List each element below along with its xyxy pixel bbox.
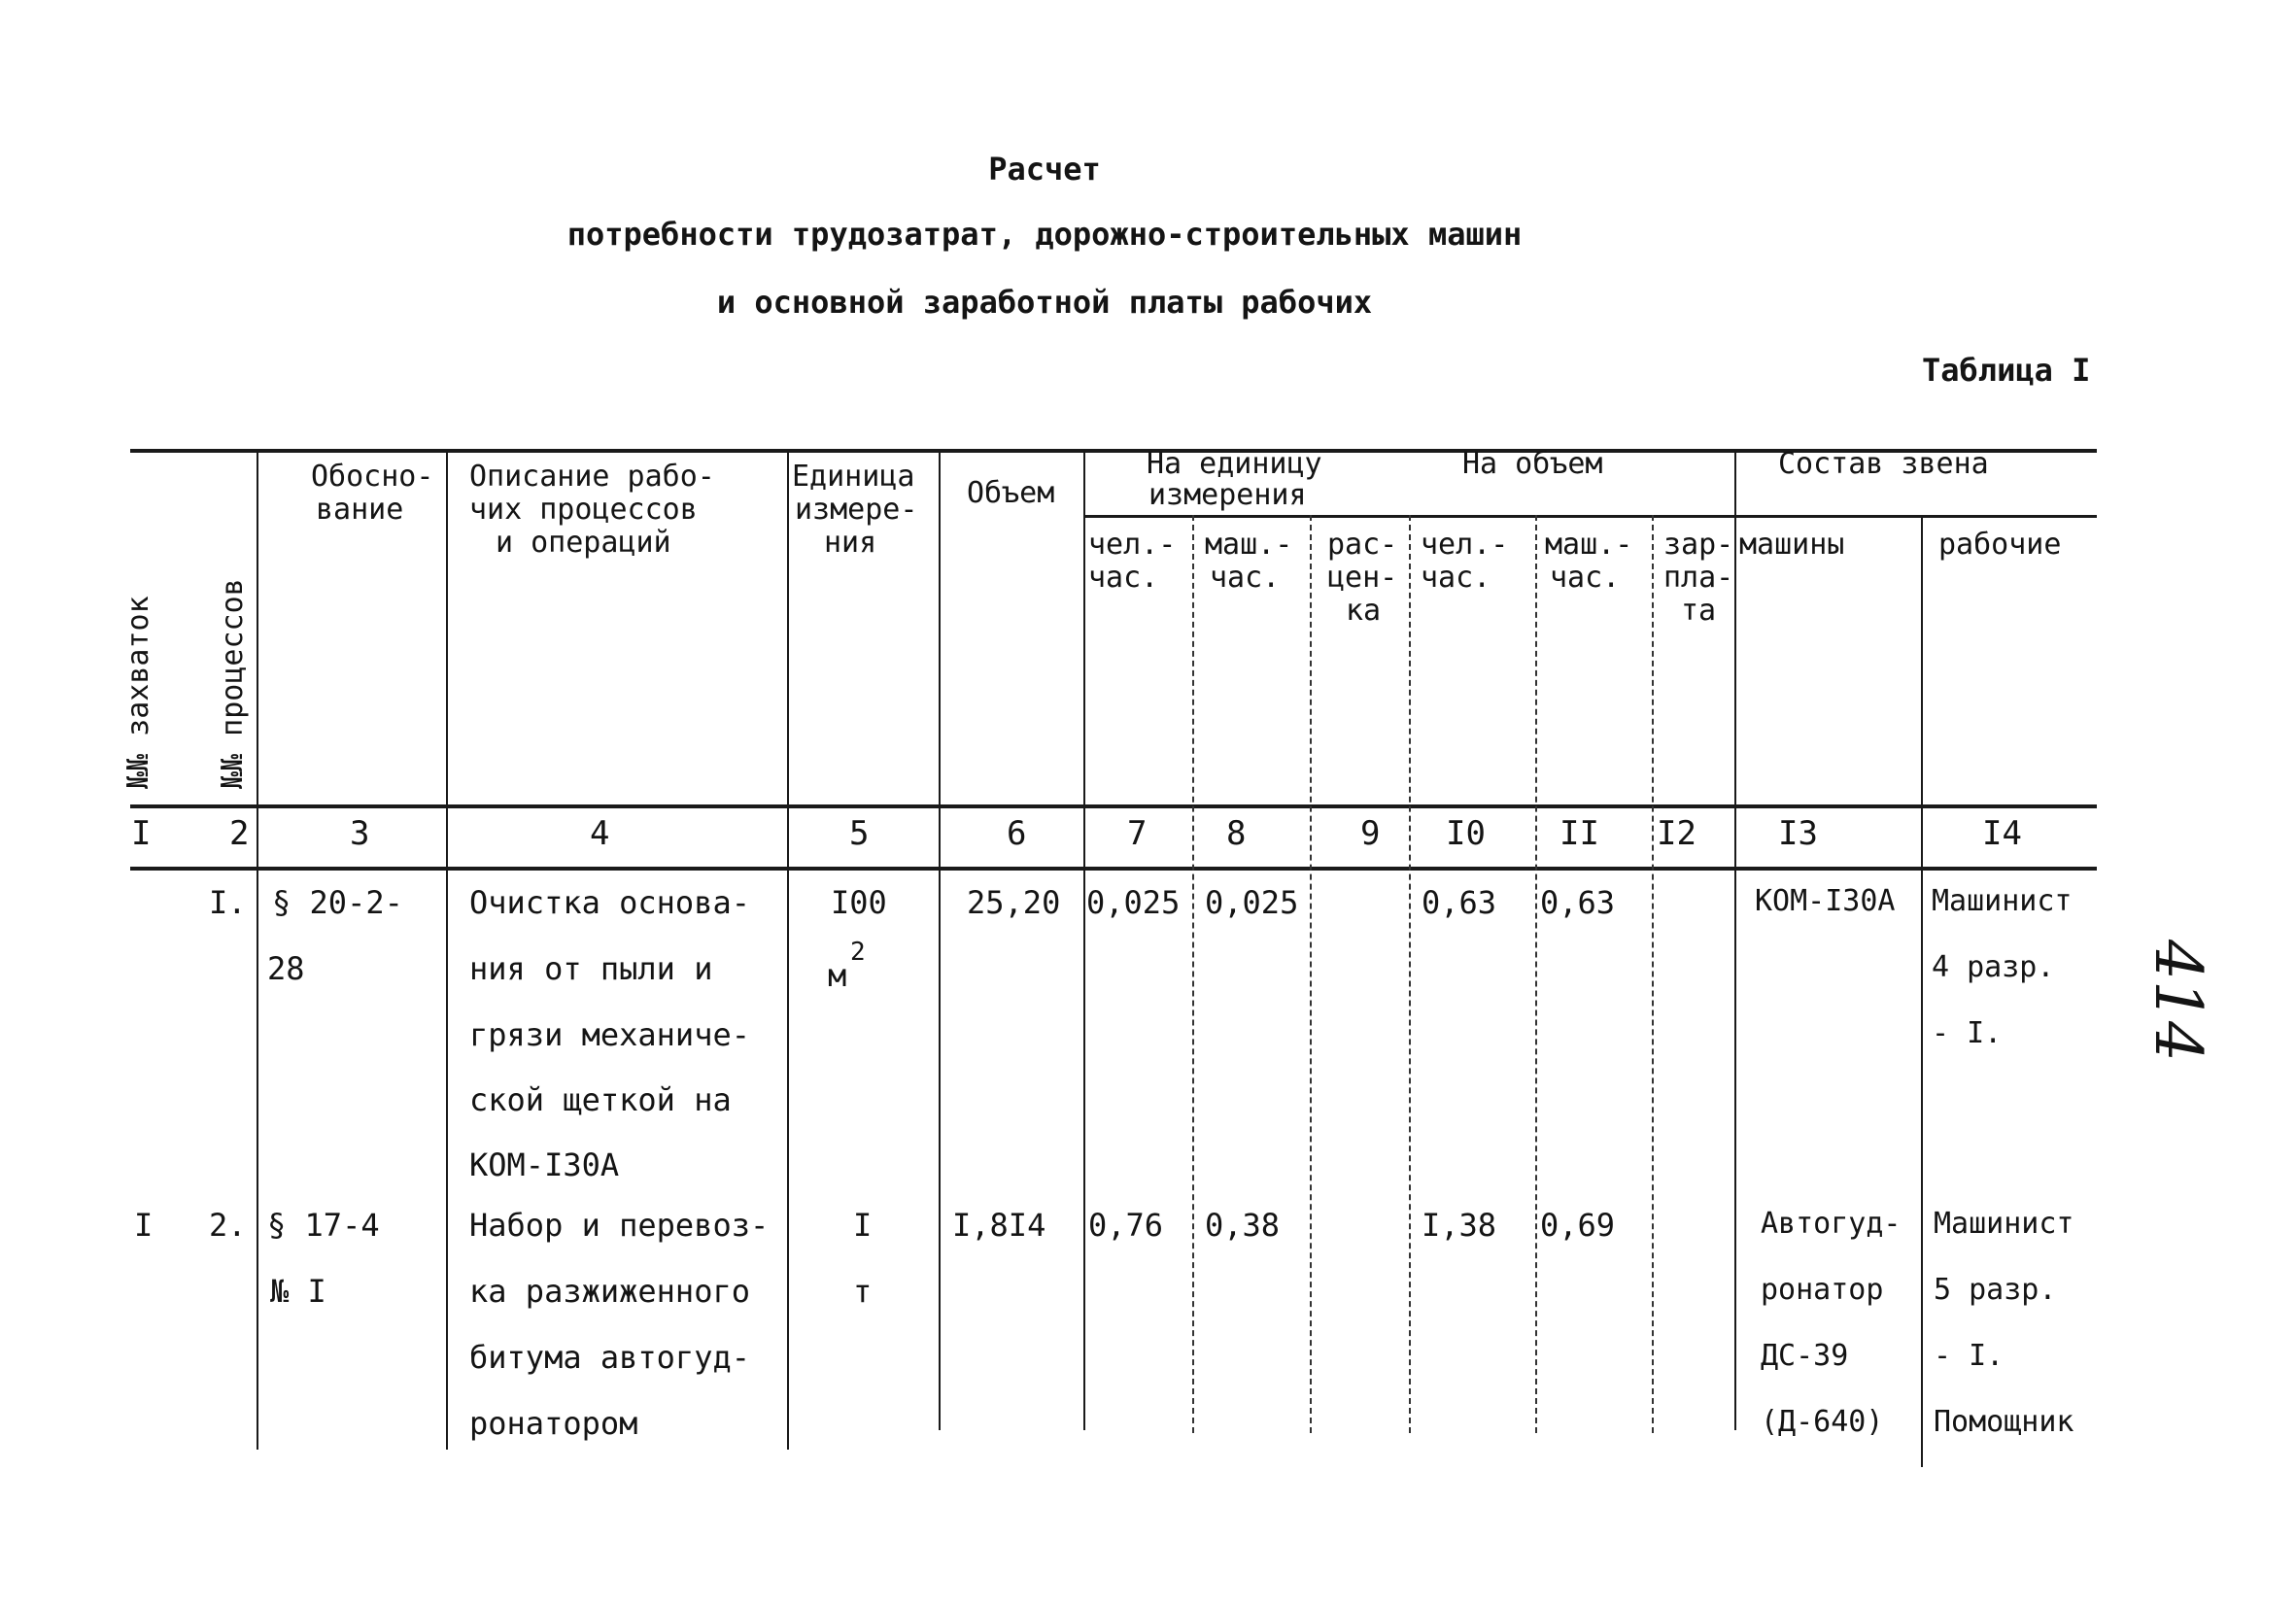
row1-basis: § 20-2- [272,884,403,921]
row1-description: Очистка основа- [469,884,750,921]
table-label: Таблица I [1922,352,2091,389]
col-divider-dashed [1652,515,1654,1433]
row2-description: битума автогуд- [469,1339,750,1376]
col-divider-dashed [1192,515,1194,1433]
col-number: 3 [350,814,370,853]
col-divider [257,449,258,1450]
col-number-bottom-rule [130,867,2097,871]
document-title-line2: потребности трудозатрат, дорожно-строительных машин [566,216,1523,253]
row1-description: грязи механиче- [469,1016,750,1053]
row1-unit-superscript: 2 [850,938,866,967]
col-number: 8 [1226,814,1247,853]
row2-workers: Машинист [1934,1207,2074,1241]
header-unit: ния [824,526,877,560]
row2-machines: ронатор [1761,1273,1884,1307]
header-description: и операций [496,526,671,560]
row1-unit-mach-hours: 0,025 [1205,884,1299,921]
col-divider-dashed [1310,515,1312,1433]
header-wages: та [1681,594,1717,628]
row2-machines: ДС-39 [1761,1339,1849,1373]
header-basis: Обосно- [311,460,434,494]
row2-unit: т [853,1273,873,1310]
header-vol-mach-hours: маш.- [1545,528,1633,562]
row1-machines: КОМ-I30А [1755,884,1896,918]
header-vol-man-hours: чел.- [1421,528,1509,562]
row1-unit: I00 [831,884,887,921]
row2-machines: Автогуд- [1761,1207,1902,1241]
row1-workers: 4 разр. [1932,950,2055,984]
row2-machines: (Д-640) [1761,1405,1884,1439]
col-number: 6 [1007,814,1027,853]
row1-volume: 25,20 [967,884,1061,921]
header-vol-mach-hours: час. [1550,561,1621,595]
row1-unit: м [828,957,847,994]
header-workers: рабочие [1938,528,2062,562]
header-machines: машины [1739,528,1845,562]
col-number: I4 [1982,814,2022,853]
row2-vol-man-hours: I,38 [1422,1207,1497,1244]
col-number: 7 [1127,814,1148,853]
header-captures: №№ захваток [121,596,155,789]
header-per-volume-group: На объем [1462,447,1603,481]
col-divider [446,449,448,1450]
row2-process: 2. [209,1207,247,1244]
header-unit-mach-hours: час. [1210,561,1281,595]
row1-vol-man-hours: 0,63 [1422,884,1497,921]
document-title-line3: и основной заработной платы рабочих [716,284,1373,321]
row2-description: ка разжиженного [469,1273,750,1310]
row1-workers: Машинист [1932,884,2073,918]
row2-capture: I [134,1207,154,1244]
header-unit-rate: ка [1346,594,1382,628]
header-unit: Единица [792,460,915,494]
row1-basis: 28 [267,950,305,987]
header-description: чих процессов [469,493,698,527]
row2-volume: I,8I4 [952,1207,1046,1244]
header-wages: пла- [1663,561,1734,595]
row1-description: КОМ-I30А [469,1146,620,1183]
row2-workers: Помощник [1934,1405,2074,1439]
header-wages: зар- [1663,528,1734,562]
document-title-line1: Расчет [988,151,1101,188]
col-divider [1734,449,1736,1430]
header-basis: вание [316,493,404,527]
col-number: 2 [229,814,250,853]
header-unit-rate: рас- [1327,528,1398,562]
row2-unit: I [853,1207,873,1244]
row2-description: ронатором [469,1405,638,1442]
header-bottom-rule [130,804,2097,808]
col-divider [1921,515,1923,1467]
col-number: I2 [1657,814,1696,853]
header-unit-man-hours: час. [1088,561,1159,595]
col-divider [787,449,789,1450]
col-divider [1083,449,1085,1430]
row2-basis: § 17-4 [267,1207,380,1244]
row2-unit-man-hours: 0,76 [1088,1207,1164,1244]
row1-process: I. [209,884,247,921]
col-number: I3 [1778,814,1818,853]
row1-unit-man-hours: 0,025 [1086,884,1181,921]
header-crew-group: Состав звена [1778,447,1989,481]
col-number: 9 [1360,814,1381,853]
col-divider-dashed [1535,515,1537,1433]
row2-basis: № I [270,1273,326,1310]
header-vol-man-hours: час. [1421,561,1491,595]
row1-description: ния от пыли и [469,950,713,987]
header-per-unit-group: измерения [1148,478,1307,512]
col-number: I0 [1446,814,1486,853]
row2-workers: - I. [1934,1339,2005,1373]
margin-page-number: 414 [2141,940,2215,1062]
col-divider-dashed [1409,515,1411,1433]
header-description: Описание рабо- [469,460,715,494]
header-unit-man-hours: чел.- [1088,528,1177,562]
col-number: 4 [590,814,610,853]
header-unit: измере- [795,493,918,527]
header-unit-rate: цен- [1327,561,1398,595]
header-per-unit-group: На единицу [1147,447,1322,481]
row2-unit-mach-hours: 0,38 [1205,1207,1281,1244]
group-subheader-rule [1083,515,2097,518]
col-divider [939,449,941,1430]
row2-vol-mach-hours: 0,69 [1540,1207,1616,1244]
row2-description: Набор и перевоз- [469,1207,770,1244]
header-processes: №№ процессов [216,578,250,789]
row1-description: ской щеткой на [469,1081,732,1118]
row1-vol-mach-hours: 0,63 [1540,884,1616,921]
row1-workers: - I. [1932,1016,2003,1050]
col-number: I [131,814,152,853]
col-number: 5 [849,814,870,853]
header-unit-mach-hours: маш.- [1205,528,1293,562]
header-volume: Объем [967,476,1055,510]
col-number: II [1559,814,1599,853]
row2-workers: 5 разр. [1934,1273,2057,1307]
